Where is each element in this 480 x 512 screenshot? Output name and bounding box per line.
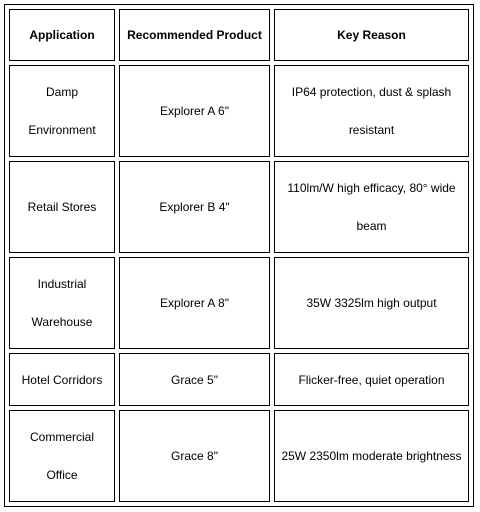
cell-application <box>9 410 115 502</box>
cell-reason <box>274 257 469 349</box>
product-recommendation-table-container <box>4 4 474 507</box>
header-application: Application <box>9 9 115 61</box>
header-key-reason: Key Reason <box>274 9 469 61</box>
cell-text: Grace 5" <box>171 372 218 387</box>
cell-text: 25W 2350lm moderate brightness <box>281 449 462 463</box>
table-row <box>9 410 469 502</box>
cell-text: Grace 8" <box>171 449 218 463</box>
cell-product <box>119 161 270 253</box>
cell-text: 110lm/W high efficacy, 80° wide beam <box>287 181 456 233</box>
cell-reason <box>274 65 469 157</box>
cell-text: Industrial Warehouse <box>31 277 93 329</box>
cell-product <box>119 353 270 406</box>
cell-text: Hotel Corridors <box>21 372 103 387</box>
cell-product <box>119 65 270 157</box>
table-row <box>9 353 469 406</box>
table-row <box>9 161 469 253</box>
cell-application <box>9 257 115 349</box>
table-header-row <box>9 9 469 61</box>
cell-reason <box>274 353 469 406</box>
header-recommended-product: Recommended Product <box>119 9 270 61</box>
cell-application <box>9 161 115 253</box>
cell-text: Explorer A 8" <box>160 296 229 310</box>
cell-text: 35W 3325lm high output <box>306 296 437 310</box>
cell-text: Explorer B 4" <box>159 200 230 214</box>
table-row <box>9 65 469 157</box>
cell-text: IP64 protection, dust & splash resistant <box>291 85 452 137</box>
cell-text: Commercial Office <box>29 430 94 482</box>
cell-application <box>9 353 115 406</box>
cell-text: Retail Stores <box>27 200 97 214</box>
cell-product <box>119 257 270 349</box>
cell-reason <box>274 410 469 502</box>
cell-application <box>9 65 115 157</box>
table-row <box>9 257 469 349</box>
cell-text: Explorer A 6" <box>160 104 229 118</box>
cell-reason <box>274 161 469 253</box>
cell-text: Flicker-free, quiet operation <box>298 372 445 387</box>
cell-product <box>119 410 270 502</box>
cell-text: Damp Environment <box>28 85 96 137</box>
product-recommendation-table <box>4 4 474 507</box>
